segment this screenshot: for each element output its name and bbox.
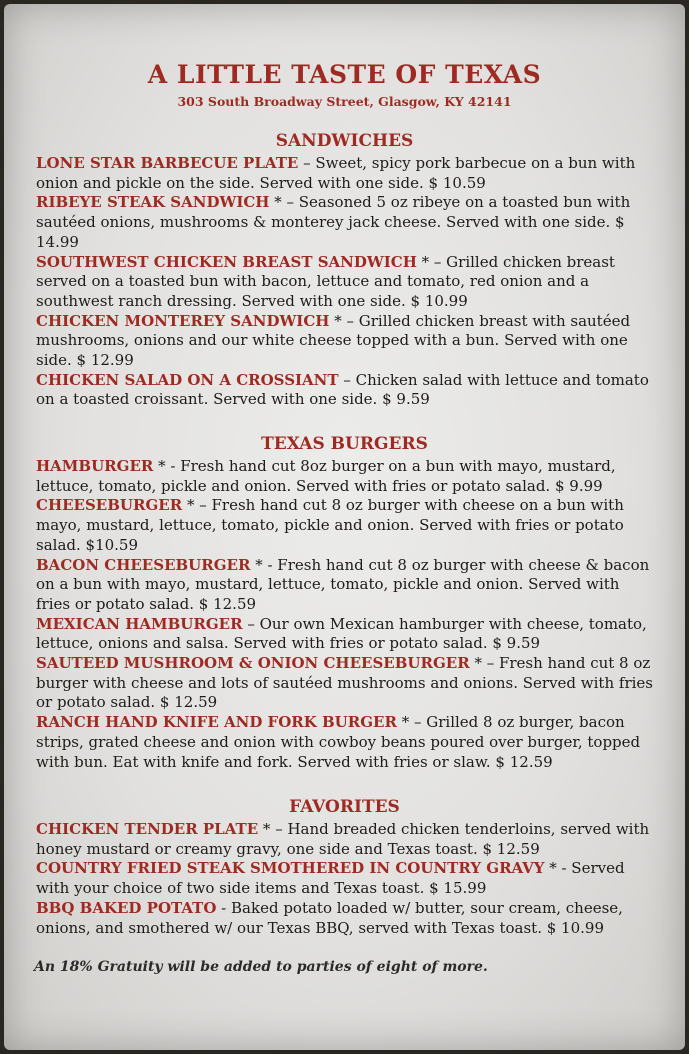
menu-item-description: * - Served with your choice of two side items and Texas toast. $ 15.99 (36, 859, 625, 898)
menu-item-name: CHICKEN MONTEREY SANDWICH (36, 311, 330, 330)
menu-item-description: * – Fresh hand cut 8 oz burger with cheese and lots of sautéed mushrooms and onions. Served with fries or potato salad. $ 12.59 (36, 654, 653, 712)
menu-item-name: BACON CHEESEBURGER (36, 555, 251, 574)
menu-item (36, 859, 654, 898)
menu-item-name: HAMBURGER (36, 457, 154, 475)
section-heading-favorites: FAVORITES (289, 797, 400, 817)
menu-item-description: * - Fresh hand cut 8oz burger on a bun with mayo, mustard, lettuce, tomato, pickle and onion. Served with fries or potato salad. $ 9.99 (36, 457, 616, 495)
menu-item-description: - Baked potato loaded w/ butter, sour cream, cheese, onions, and smothered w/ our Texas BBQ, served with Texas toast. $ 10.99 (36, 898, 623, 937)
menu-item-name: CHEESEBURGER (36, 496, 183, 515)
section-heading-sandwiches: SANDWICHES (275, 131, 414, 151)
favorites-list (36, 820, 654, 938)
menu-item (36, 496, 654, 555)
menu-item-description: * – Grilled 8 oz burger, bacon strips, grated cheese and onion with cowboy beans poured over burger, topped with bun. Eat with knife and fork. Served with fries or slaw. $ 12.59 (36, 713, 641, 771)
menu-item (36, 654, 654, 713)
gratuity-note: An 18% Gratuity will be added to parties of eight of more. (34, 959, 488, 975)
menu-item (36, 371, 654, 410)
menu-item-description: * – Grilled chicken breast with sautéed mushrooms, onions and our white cheese topped with a bun. Served with one side. $ 12.99 (36, 311, 631, 370)
menu-item-name: SOUTHWEST CHICKEN BREAST SANDWICH (36, 252, 417, 271)
menu-item (36, 556, 654, 615)
menu-item-name: BBQ BAKED POTATO (36, 898, 217, 917)
menu-item-description: * – Hand breaded chicken tenderloins, served with honey mustard or creamy gravy, one side and Texas toast. $ 12.59 (36, 820, 650, 858)
menu-item (36, 457, 654, 496)
menu-item-description: – Sweet, spicy pork barbecue on a bun with onion and pickle on the side. Served with one side. $ 10.59 (36, 154, 636, 192)
menu-item-name: CHICKEN TENDER PLATE (36, 820, 259, 838)
menu-item (36, 312, 654, 371)
menu-item-name: RIBEYE STEAK SANDWICH (36, 193, 270, 212)
menu-item-name: LONE STAR BARBECUE PLATE (36, 154, 299, 172)
menu-item-name: MEXICAN HAMBURGER (36, 614, 243, 633)
menu-item (36, 193, 654, 252)
menu-item-description: * – Grilled chicken breast served on a toasted bun with bacon, lettuce and tomato, red onion and a southwest ranch dressing. Served with one side. $ 10.99 (36, 252, 615, 310)
menu-item (36, 820, 654, 859)
menu-item-name: COUNTRY FRIED STEAK SMOTHERED IN COUNTRY GRAVY (36, 859, 545, 878)
section-heading-texas-burgers: TEXAS BURGERS (261, 434, 428, 454)
menu-item-name: SAUTEED MUSHROOM & ONION CHEESEBURGER (36, 654, 470, 673)
sandwiches-list (36, 154, 654, 410)
menu-item (36, 713, 654, 772)
menu-item-name: RANCH HAND KNIFE AND FORK BURGER (36, 713, 397, 732)
menu-item (36, 899, 654, 938)
menu-item-description: * – Seasoned 5 oz ribeye on a toasted bun with sautéed onions, mushrooms & monterey jack cheese. Served with one side. $ 14.99 (36, 193, 631, 251)
menu-item (36, 253, 654, 312)
menu-item-description: * – Fresh hand cut 8 oz burger with cheese on a bun with mayo, mustard, lettuce, tomato, pickle and onion. Served with fries or potato salad. $10.59 (36, 496, 624, 554)
menu-item (36, 154, 654, 193)
menu-item-description: – Our own Mexican hamburger with cheese, tomato, lettuce, onions and salsa. Served with fries or potato salad. $ 9.59 (36, 614, 647, 653)
menu-item-description: * - Fresh hand cut 8 oz burger with cheese & bacon on a bun with mayo, mustard, lettuce, tomato, pickle and onion. Served with fries or potato salad. $ 12.59 (36, 555, 650, 613)
restaurant-title: A LITTLE TASTE OF TEXAS (147, 60, 542, 89)
menu-item-name: CHICKEN SALAD ON A CROSSIANT (36, 370, 339, 389)
restaurant-address: 303 South Broadway Street, Glasgow, KY 42141 (177, 94, 512, 109)
burgers-list (36, 457, 654, 772)
menu-item (36, 615, 654, 654)
menu-item-description: – Chicken salad with lettuce and tomato on a toasted croissant. Served with one side. $ 9.59 (36, 370, 649, 409)
